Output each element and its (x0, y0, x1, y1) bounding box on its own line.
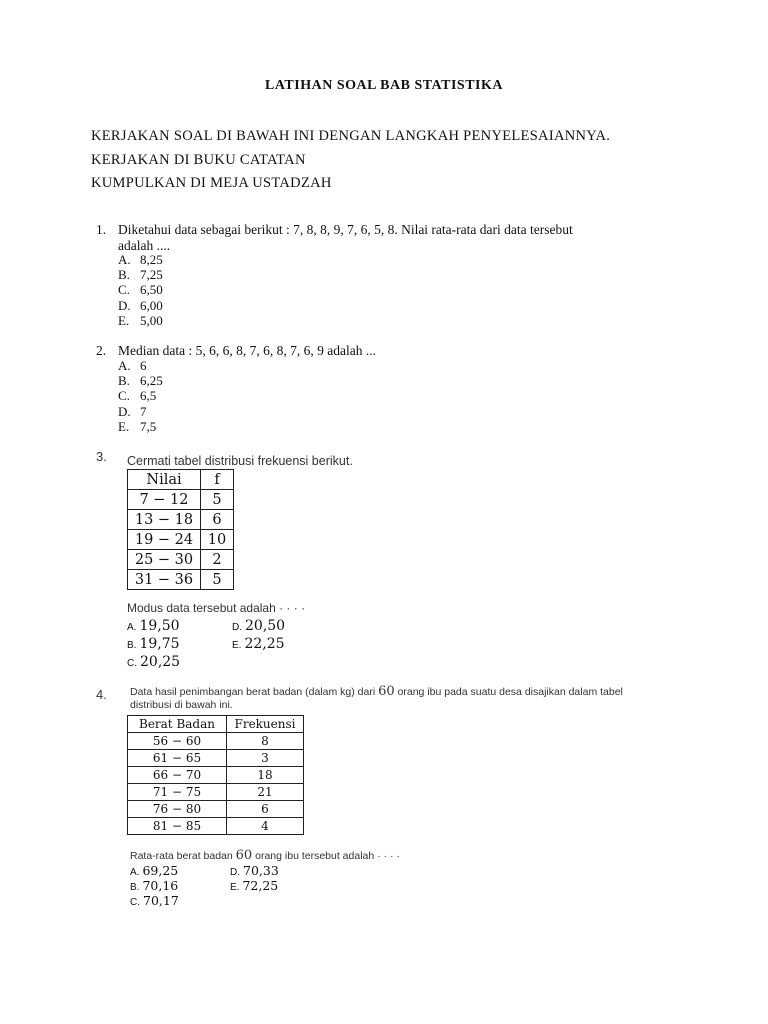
q2-option-c: C. 6,5 (118, 388, 157, 404)
table-cell: 4 (227, 818, 304, 835)
question-4-intro-line-2: distribusi di bawah ini. (130, 699, 233, 711)
q3-option-e: E. 22,25 (232, 636, 285, 652)
table-row (128, 570, 234, 590)
q4-option-c: C. 70,17 (130, 893, 179, 908)
q2-option-d: D. 7 (118, 403, 147, 419)
table-header-row (128, 470, 234, 490)
table-row (128, 550, 234, 570)
question-3-intro: Cermati tabel distribusi frekuensi berikut. (127, 454, 353, 468)
table-cell: 21 (227, 784, 304, 801)
table-cell: 56 − 60 (128, 733, 227, 750)
table-row (128, 510, 234, 530)
question-2-text: Median data : 5, 6, 6, 8, 7, 6, 8, 7, 6, 9 adalah ... (118, 343, 376, 358)
question-1-text (118, 222, 573, 254)
q4-option-b: B. 70,16 (130, 878, 179, 893)
table-header: Berat Badan (128, 716, 227, 733)
page-title: LATIHAN SOAL BAB STATISTIKA (265, 78, 503, 93)
table-header: Nilai (128, 470, 201, 490)
table-row (128, 530, 234, 550)
table-cell: 61 − 65 (128, 750, 227, 767)
table-row (128, 733, 304, 750)
table-cell: 6 (201, 510, 234, 530)
table-cell: 18 (227, 767, 304, 784)
table-header: f (201, 470, 234, 490)
q1-option-c: C. 6,50 (118, 282, 163, 298)
table-cell: 10 (201, 530, 234, 550)
question-4-prompt: Rata-rata berat badan 60 orang ibu tersebut adalah · · · · (130, 848, 400, 863)
q1-option-a: A. 8,25 (118, 252, 163, 267)
question-1-line-2: adalah .... (118, 238, 171, 253)
table-row (128, 818, 304, 835)
instruction-3: KUMPULKAN DI MEJA USTADZAH (91, 175, 332, 191)
table-cell: 81 − 85 (128, 818, 227, 835)
q1-option-d: D. 6,00 (118, 297, 163, 313)
table-cell: 31 − 36 (128, 570, 201, 590)
table-cell: 5 (201, 490, 234, 510)
q4-option-d: D. 70,33 (230, 863, 279, 878)
q3-option-c: C. 20,25 (127, 654, 181, 670)
table-row (128, 801, 304, 818)
frequency-table-q3 (127, 469, 234, 590)
q3-option-d: D. 20,50 (232, 618, 286, 634)
question-4-intro-line-1: Data hasil penimbangan berat badan (dalam kg) dari 60 orang ibu pada suatu desa disajikan dalam tabel (130, 684, 623, 699)
question-3-prompt: Modus data tersebut adalah · · · · (127, 601, 306, 615)
table-cell: 7 − 12 (128, 490, 201, 510)
table-cell: 2 (201, 550, 234, 570)
q1-option-b: B. 7,25 (118, 267, 163, 283)
table-row (128, 784, 304, 801)
table-cell: 3 (227, 750, 304, 767)
question-4-number: 4. (96, 687, 107, 702)
table-row (128, 490, 234, 510)
q2-option-b: B. 6,25 (118, 373, 163, 389)
table-cell: 13 − 18 (128, 510, 201, 530)
table-row (128, 750, 304, 767)
question-3-number: 3. (96, 449, 107, 464)
table-cell: 5 (201, 570, 234, 590)
table-cell: 19 − 24 (128, 530, 201, 550)
table-row (128, 767, 304, 784)
instruction-2: KERJAKAN DI BUKU CATATAN (91, 152, 306, 168)
question-2-options (118, 358, 163, 434)
instruction-1: KERJAKAN SOAL DI BAWAH INI DENGAN LANGKAH PENYELESAIANNYA. (91, 128, 611, 144)
table-cell: 8 (227, 733, 304, 750)
table-header-row (128, 716, 304, 733)
table-cell: 66 − 70 (128, 767, 227, 784)
q2-option-e: E. 7,5 (118, 418, 157, 434)
table-cell: 6 (227, 801, 304, 818)
question-1-options (118, 252, 163, 328)
q3-option-b: B. 19,75 (127, 636, 180, 652)
q3-option-a: A. 19,50 (127, 618, 180, 634)
q2-option-a: A. 6 (118, 358, 147, 373)
table-cell: 71 − 75 (128, 784, 227, 801)
q1-option-e: E. 5,00 (118, 312, 163, 328)
table-cell: 25 − 30 (128, 550, 201, 570)
question-1-number: 1. (96, 222, 107, 237)
table-header: Frekuensi (227, 716, 304, 733)
question-1-line-1: Diketahui data sebagai berikut : 7, 8, 8, 9, 7, 6, 5, 8. Nilai rata-rata dari data tersebut (118, 222, 573, 237)
question-2-number: 2. (96, 343, 107, 358)
q4-option-a: A. 69,25 (130, 863, 179, 878)
frequency-table-q4 (127, 715, 304, 835)
table-cell: 76 − 80 (128, 801, 227, 818)
q4-option-e: E. 72,25 (230, 878, 279, 893)
